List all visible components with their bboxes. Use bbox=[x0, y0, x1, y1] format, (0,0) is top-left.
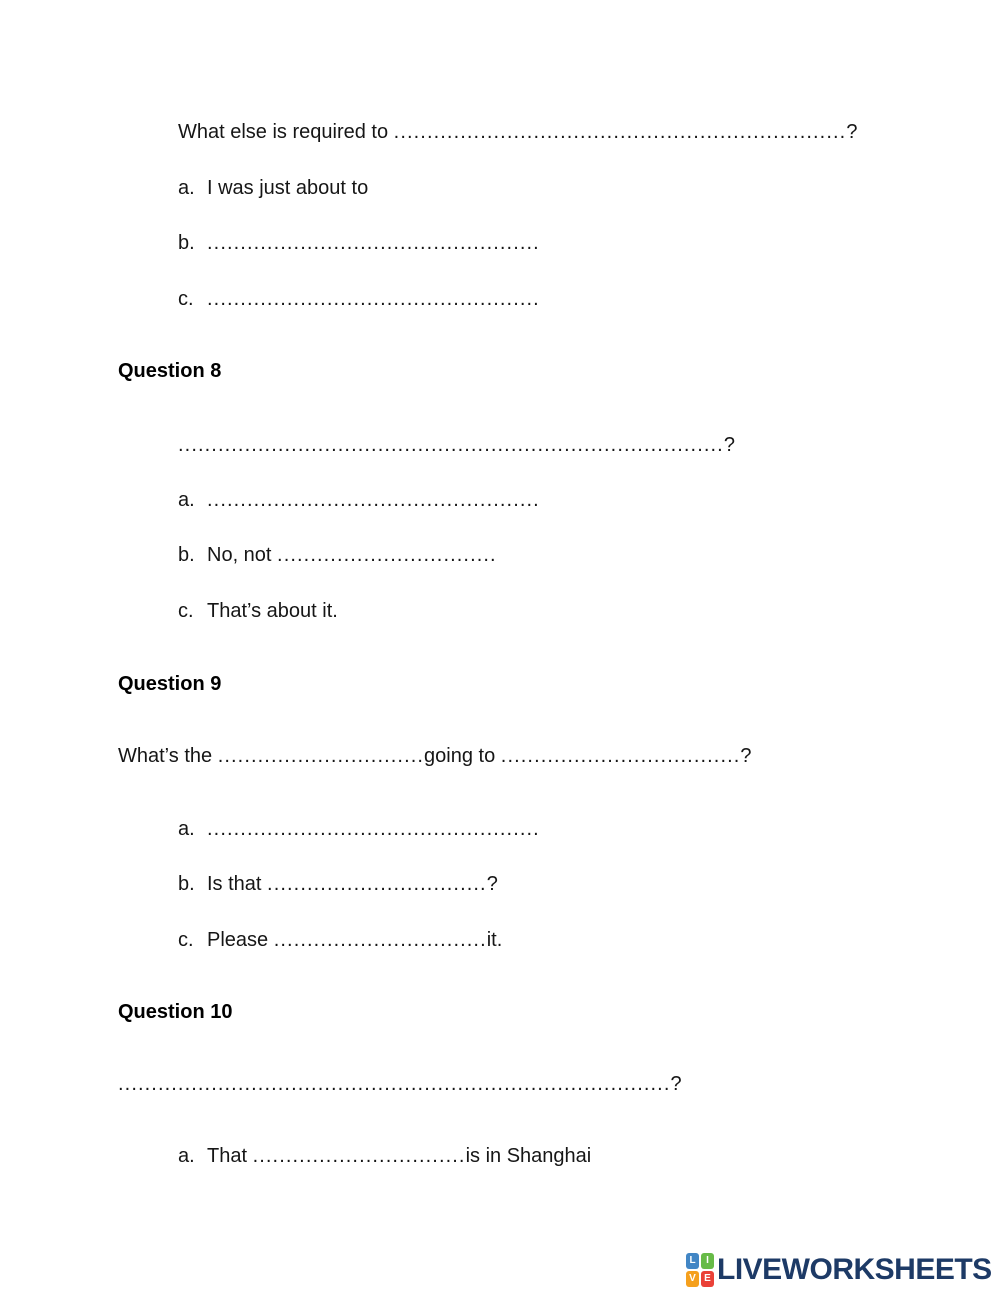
option-content bbox=[207, 1142, 591, 1170]
answer-blank[interactable]: ................................................................................... bbox=[118, 1073, 671, 1095]
option-content bbox=[207, 229, 540, 257]
answer-option bbox=[178, 174, 368, 202]
question-prompt bbox=[118, 742, 752, 770]
answer-option bbox=[178, 229, 540, 257]
answer-blank[interactable]: .................................................................... bbox=[393, 121, 847, 143]
option-content bbox=[207, 174, 368, 202]
answer-blank[interactable]: .................................... bbox=[500, 745, 741, 767]
answer-blank[interactable]: .................................................................................. bbox=[178, 434, 724, 456]
answer-option bbox=[178, 285, 540, 313]
question-header: Question 8 bbox=[118, 360, 222, 382]
option-letter: c. bbox=[178, 600, 194, 622]
answer-blank[interactable]: .................................................. bbox=[207, 288, 540, 310]
text-segment: What else is required to bbox=[178, 121, 394, 143]
answer-blank[interactable]: ................................. bbox=[267, 873, 487, 895]
text-segment: ? bbox=[723, 434, 735, 456]
option-content bbox=[207, 926, 502, 954]
option-content bbox=[207, 597, 338, 625]
answer-option bbox=[178, 541, 497, 569]
question-header: Question 9 bbox=[118, 673, 222, 695]
question-header: Question 10 bbox=[118, 1001, 233, 1023]
option-letter: c. bbox=[178, 288, 194, 310]
question-prompt bbox=[178, 118, 857, 146]
option-letter: a. bbox=[178, 818, 195, 840]
liveworksheets-wordmark: LIVEWORKSHEETS bbox=[717, 1253, 992, 1286]
text-segment: ? bbox=[670, 1073, 682, 1095]
text-segment: No, not bbox=[207, 544, 278, 566]
answer-option bbox=[178, 1142, 591, 1170]
option-letter: a. bbox=[178, 177, 195, 199]
logo-tile-i: I bbox=[701, 1253, 714, 1269]
option-letter: b. bbox=[178, 232, 195, 254]
text-segment: ? bbox=[740, 745, 752, 767]
answer-option bbox=[178, 486, 540, 514]
option-content bbox=[207, 870, 498, 898]
question-prompt bbox=[118, 1070, 682, 1098]
text-segment: That bbox=[207, 1145, 253, 1167]
text-segment: ? bbox=[846, 121, 858, 143]
text-segment: That’s about it. bbox=[207, 600, 338, 622]
answer-blank[interactable]: ................................ bbox=[273, 929, 487, 951]
option-content bbox=[207, 486, 540, 514]
text-segment: Please bbox=[207, 929, 274, 951]
logo-tile-l: L bbox=[686, 1253, 699, 1269]
answer-option bbox=[178, 597, 338, 625]
answer-blank[interactable]: ................................ bbox=[252, 1145, 466, 1167]
option-letter: a. bbox=[178, 489, 195, 511]
answer-blank[interactable]: ............................... bbox=[217, 745, 425, 767]
liveworksheets-logo[interactable] bbox=[686, 1253, 992, 1287]
option-content bbox=[207, 815, 540, 843]
text-segment: Is that bbox=[207, 873, 268, 895]
text-segment: it. bbox=[486, 929, 503, 951]
option-content bbox=[207, 541, 497, 569]
logo-tile-v: V bbox=[686, 1271, 699, 1287]
text-segment: What’s the bbox=[118, 745, 218, 767]
text-segment: is in Shanghai bbox=[465, 1145, 592, 1167]
text-segment: going to bbox=[424, 745, 501, 767]
answer-blank[interactable]: .................................................. bbox=[207, 489, 540, 511]
question-prompt bbox=[178, 431, 735, 459]
answer-option bbox=[178, 926, 502, 954]
answer-blank[interactable]: ................................. bbox=[277, 544, 497, 566]
logo-tile-e: E bbox=[701, 1271, 714, 1287]
option-letter: b. bbox=[178, 544, 195, 566]
option-letter: b. bbox=[178, 873, 195, 895]
liveworksheets-icon bbox=[686, 1253, 714, 1287]
text-segment: I was just about to bbox=[207, 177, 369, 199]
option-content bbox=[207, 285, 540, 313]
answer-option bbox=[178, 815, 540, 843]
text-segment: ? bbox=[486, 873, 498, 895]
option-letter: c. bbox=[178, 929, 194, 951]
option-letter: a. bbox=[178, 1145, 195, 1167]
answer-blank[interactable]: .................................................. bbox=[207, 818, 540, 840]
answer-blank[interactable]: .................................................. bbox=[207, 232, 540, 254]
answer-option bbox=[178, 870, 498, 898]
